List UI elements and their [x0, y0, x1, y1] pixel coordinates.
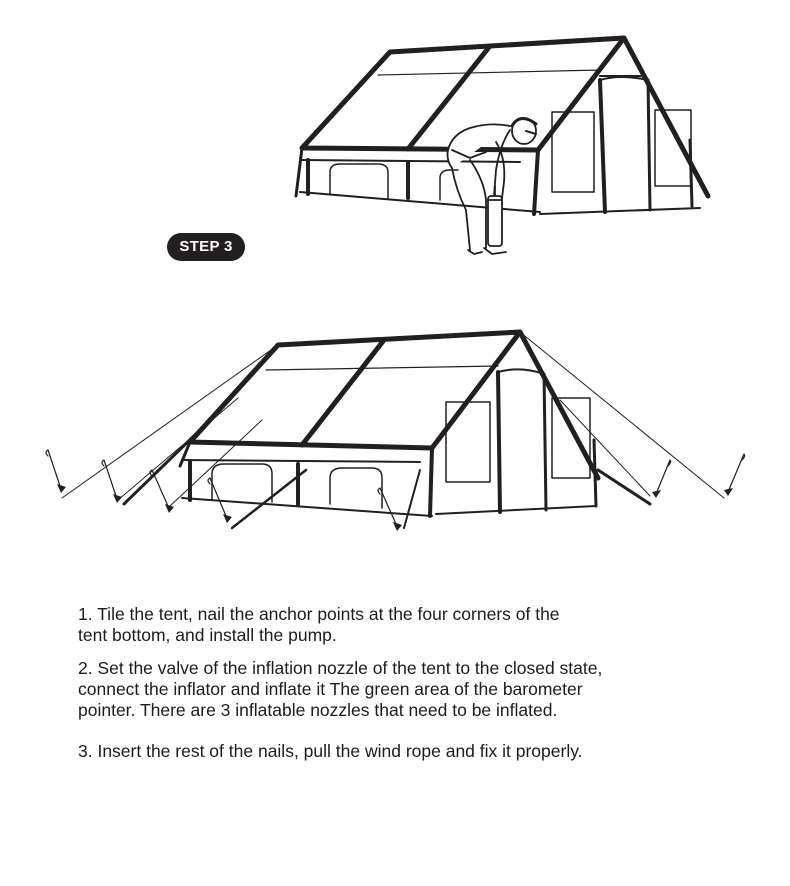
instruction-step-3: 3. Insert the rest of the nails, pull the wind rope and fix it properly.: [78, 741, 583, 761]
instruction-step-1: 1. Tile the tent, nail the anchor points at the four corners of the tent bottom, and install the pump.: [78, 604, 560, 645]
step-badge: STEP 3: [167, 233, 245, 261]
instruction-step-2: 2. Set the valve of the inflation nozzle of the tent to the closed state, connect the inflator and inflate it The green area of the barometer pointer. There are 3 inflatable nozzles that need to be inflated.: [78, 658, 603, 720]
person-with-pump-icon: [448, 118, 537, 254]
tent-with-person-inflating-icon: [296, 38, 708, 254]
instructions: [78, 604, 738, 774]
tent-with-guy-ropes-and-stakes-icon: [46, 332, 745, 531]
